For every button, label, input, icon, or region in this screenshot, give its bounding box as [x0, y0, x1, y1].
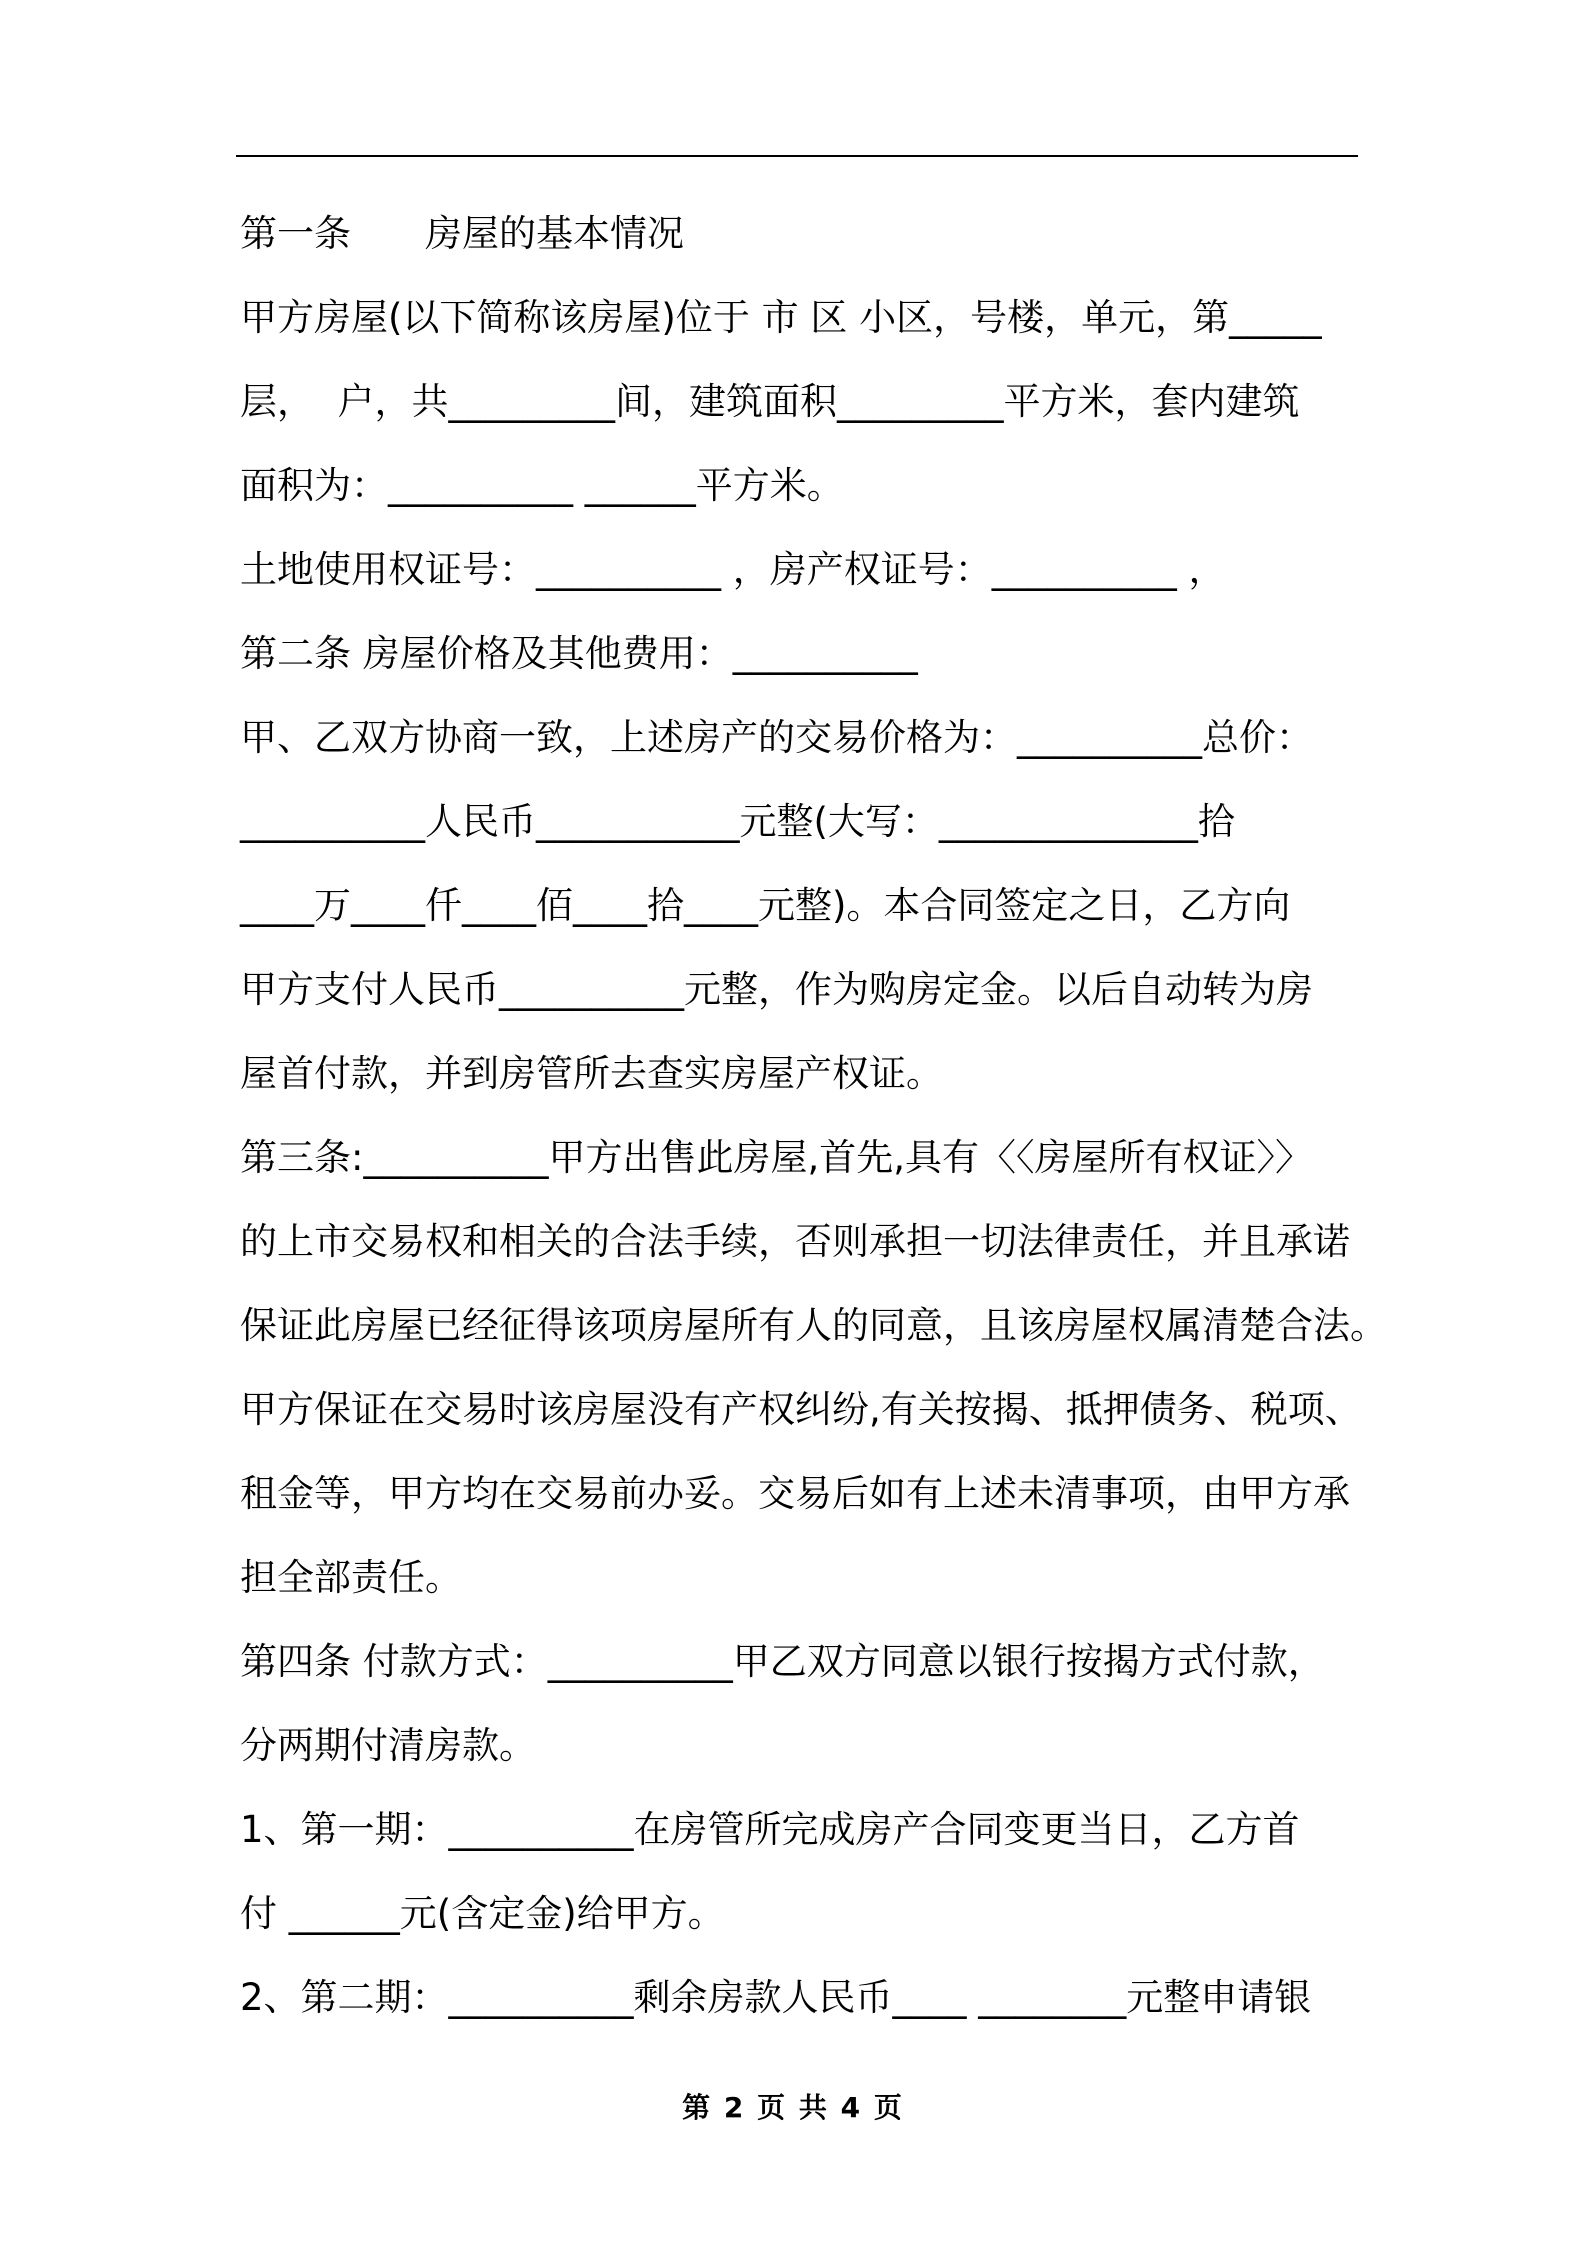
text-line: 2、第二期：__________剩余房款人民币____ ________元整申请银 [240, 1976, 1312, 2019]
text-line: 第一条 房屋的基本情况 [240, 212, 684, 255]
text-line: 土地使用权证号：__________ ，房产权证号：__________ ， [240, 548, 1226, 591]
text-line: 付 ______元(含定金)给甲方。 [240, 1892, 725, 1935]
text-line: 第二条 房屋价格及其他费用：__________ [240, 632, 918, 675]
text-line: 第三条:__________甲方出售此房屋,首先,具有〈〈房屋所有权证〉〉 [240, 1136, 1312, 1179]
document-body [240, 192, 1387, 2040]
text-line: 租金等，甲方均在交易前办妥。交易后如有上述未清事项，由甲方承 [240, 1472, 1350, 1515]
page-number-footer: 第 2 页 共 4 页 [682, 2091, 904, 2124]
text-line: 甲、乙双方协商一致，上述房产的交易价格为：__________总价： [240, 716, 1313, 759]
text-line: 甲方支付人民币__________元整，作为购房定金。以后自动转为房 [240, 968, 1313, 1011]
text-line: 第四条 付款方式：__________甲乙双方同意以银行按揭方式付款， [240, 1640, 1325, 1683]
text-line: 担全部责任。 [240, 1556, 462, 1599]
text-line: 甲方保证在交易时该房屋没有产权纠纷,有关按揭、抵押债务、税项、 [240, 1388, 1362, 1431]
text-line: 屋首付款，并到房管所去查实房屋产权证。 [240, 1052, 943, 1095]
text-line: __________人民币___________元整(大写：______________拾 [240, 800, 1235, 843]
text-line: 保证此房屋已经征得该项房屋所有人的同意，且该房屋权属清楚合法。 [240, 1304, 1387, 1347]
text-line: 1、第一期：__________在房管所完成房产合同变更当日，乙方首 [240, 1808, 1300, 1851]
text-line: 的上市交易权和相关的合法手续，否则承担一切法律责任，并且承诺 [240, 1220, 1350, 1263]
text-line: 分两期付清房款。 [240, 1724, 536, 1767]
text-line: 层， 户，共_________间，建筑面积_________平方米，套内建筑 [240, 380, 1300, 423]
header-rule [236, 155, 1358, 157]
text-line: 面积为：__________ ______平方米。 [240, 464, 844, 507]
text-line: ____万____仟____佰____拾____元整)。本合同签定之日，乙方向 [240, 884, 1291, 927]
text-line: 甲方房屋(以下简称该房屋)位于 市 区 小区，号楼，单元，第_____ [240, 296, 1322, 339]
